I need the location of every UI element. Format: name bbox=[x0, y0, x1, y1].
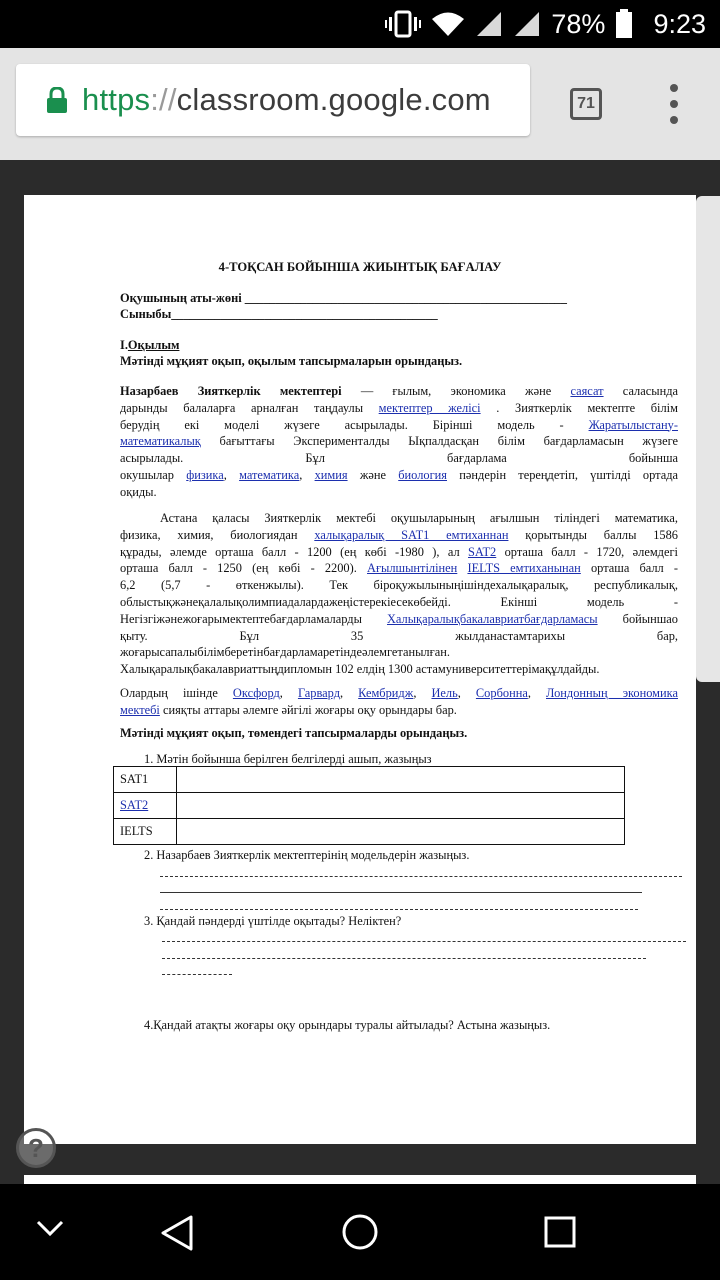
wifi-icon bbox=[431, 10, 465, 38]
help-button[interactable] bbox=[16, 1128, 56, 1168]
answer-cell[interactable] bbox=[177, 819, 625, 845]
student-name-field: Оқушының аты-жөні ____________________________________________________ bbox=[120, 291, 567, 305]
link-oxford[interactable]: Оксфорд bbox=[232, 686, 280, 700]
link-mektepter-zhelisi[interactable]: мектептер желісі bbox=[378, 400, 481, 415]
browser-toolbar bbox=[0, 48, 720, 160]
next-page-edge bbox=[24, 1175, 696, 1184]
link-fizika[interactable]: физика bbox=[186, 467, 224, 482]
p1-line: асырылады. Бұл бағдарлама бойынша bbox=[120, 451, 678, 466]
answer-cell[interactable] bbox=[177, 767, 625, 793]
clock: 9:23 bbox=[653, 8, 706, 39]
link-matematikalyk[interactable]: математикалық bbox=[120, 434, 201, 449]
tab-switcher-button[interactable]: 71 bbox=[570, 88, 602, 120]
p1-line: математикалық бағыттағы Эксперименталды Ықпалдасқан білім бағдарламасын жүзеге bbox=[120, 434, 678, 449]
overflow-menu-icon[interactable] bbox=[664, 84, 684, 124]
link-lse[interactable]: Лондонның экономика bbox=[546, 686, 678, 700]
row-label-sat2: SAT2 bbox=[114, 793, 177, 819]
answer-line[interactable] bbox=[160, 876, 682, 877]
help-icon: ? bbox=[28, 1132, 44, 1163]
table-row bbox=[114, 819, 625, 845]
link-ib-program[interactable]: Халықаралықбакалавриатбағдарламасы bbox=[386, 611, 598, 626]
nav-collapse-icon[interactable] bbox=[36, 1218, 64, 1238]
instruction-2: Мәтінді мұқият оқып, төмендегі тапсырмаларды орындаңыз. bbox=[120, 726, 468, 740]
battery-icon bbox=[615, 9, 633, 39]
status-icons bbox=[385, 0, 720, 48]
task-1: 1. Мәтін бойынша берілген белгілерді ашып, жазыңыз bbox=[144, 752, 432, 766]
row-label-ielts: IELTS bbox=[114, 819, 177, 845]
link-yale[interactable]: Иель bbox=[431, 686, 458, 700]
answer-cell[interactable] bbox=[177, 793, 625, 819]
url-host: classroom.google.com bbox=[176, 82, 491, 117]
signal-secondary-icon bbox=[513, 10, 541, 38]
link-harvard[interactable]: Гарвард bbox=[297, 686, 341, 700]
p2-line: Негізгіжәнежоғарымектептебағдарламаларды Халықаралықбакалавриатбағдарламасы бойыншао bbox=[120, 611, 678, 626]
task-3: 3. Қандай пәндерді үштілде оқытады? Неліктен? bbox=[144, 914, 402, 928]
link-cambridge[interactable]: Кембридж bbox=[358, 686, 414, 700]
section-number: I. bbox=[120, 338, 128, 352]
document-page bbox=[24, 195, 696, 1144]
task-2: 2. Назарбаев Зияткерлік мектептерінің модельдерін жазыңыз. bbox=[144, 848, 470, 862]
link-ielts[interactable]: IELTS емтиханынан bbox=[467, 561, 581, 576]
p2-line: физика, химия, биологиядан халықаралық SAT1 емтиханнан қорытынды баллы 1586 bbox=[120, 527, 678, 542]
url-text bbox=[82, 82, 491, 118]
url-separator: :// bbox=[150, 82, 177, 117]
link-sat1-exam[interactable]: халықаралық SAT1 емтиханнан bbox=[314, 527, 509, 542]
address-bar[interactable] bbox=[16, 64, 530, 136]
link-lse-mektebi[interactable]: мектебі bbox=[120, 702, 160, 717]
section-title: Оқылым bbox=[127, 338, 180, 352]
paragraph-1 bbox=[120, 383, 678, 501]
p1-line: дарынды балаларға арналған таңдаулы мектептер желісі . Зияткерлік мектепте білім bbox=[120, 400, 678, 415]
link-biologiya[interactable]: биология bbox=[398, 467, 448, 482]
p2-line: орташа балл - 1250 (ең көбі - 2200). Ағылшынтілінен IELTS емтиханынан орташа балл - bbox=[120, 561, 679, 576]
p2-line: Астана қаласы Зияткерлік мектебі оқушыларының ағылшын тіліндегі математика, bbox=[160, 511, 678, 525]
p2-line: жоғарысапалыбілімберетінбағдарламаретіндеәлемгетанылған. bbox=[120, 645, 450, 660]
signal-icon bbox=[475, 10, 503, 38]
answer-line[interactable] bbox=[160, 909, 638, 910]
link-sayasat[interactable]: саясат bbox=[570, 384, 604, 398]
status-bar bbox=[0, 0, 720, 48]
answer-line[interactable] bbox=[162, 974, 232, 975]
link-khimiya[interactable]: химия bbox=[314, 467, 348, 482]
link-sat2[interactable]: SAT2 bbox=[468, 544, 497, 559]
lock-icon bbox=[46, 87, 68, 113]
p2-line: құрады, әлемде орташа балл - 1200 (ең көбі -1980 ), ал SAT2 орташа балл - 1720, әлемдегі bbox=[120, 544, 678, 559]
answer-line[interactable] bbox=[162, 958, 646, 959]
side-panel-edge[interactable] bbox=[696, 196, 720, 682]
url-scheme: https bbox=[82, 82, 151, 117]
battery-percent: 78% bbox=[551, 8, 606, 39]
class-field: Сыныбы___________________________________________ bbox=[120, 307, 438, 321]
table-row bbox=[114, 793, 625, 819]
p2-line: қыту. Бұл 35 жылданастамтарихы бар, bbox=[120, 628, 678, 643]
link-english[interactable]: Ағылшынтілінен bbox=[367, 561, 458, 576]
answer-table bbox=[113, 766, 625, 845]
link-sorbonne[interactable]: Сорбонна bbox=[475, 686, 528, 700]
p2-line: облыстықжәнеқалалықолимпиадалардажеңістерекіесекөбейді. Екінші модель - bbox=[120, 594, 678, 609]
table-row bbox=[114, 767, 625, 793]
document-title: 4-ТОҚСАН БОЙЫНША ЖИЫНТЫҚ БАҒАЛАУ bbox=[218, 260, 502, 274]
row-label-sat1: SAT1 bbox=[114, 767, 177, 793]
vibrate-icon bbox=[385, 10, 421, 38]
task-4: 4.Қандай атақты жоғары оқу орындары туралы айтылады? Астына жазыңыз. bbox=[144, 1018, 551, 1032]
p1-line: окушылар физика, математика, химия және биология пәндерін тереңдетіп, үштілді ортада bbox=[120, 467, 678, 482]
p1-line: Назарбаев Зияткерлік мектептері — ғылым, экономика және саясат саласында bbox=[120, 384, 678, 398]
p1-line: берудің екі моделі жүзеге асырылады. Бірінші модель - Жаратылыстану- bbox=[120, 417, 678, 432]
instruction-1: Мәтінді мұқият оқып, оқылым тапсырмаларын орындаңыз. bbox=[120, 354, 463, 368]
answer-line[interactable] bbox=[160, 892, 642, 893]
link-matematika[interactable]: математика bbox=[239, 467, 300, 482]
p3-line: мектебі сияқты аттары әлемге әйгілі жоғары оқу орындары бар. bbox=[120, 702, 457, 717]
paragraph-3 bbox=[120, 685, 678, 719]
p2-line: 6,2 (5,7 - өткенжылы). Тек бірoқужылыныңішіндехалықаралық, республикалық, bbox=[120, 578, 678, 593]
p2-line: Халықаралықбакалавриаттыңдипломын 102 елдің 1300 астамуниверситеттерімақұлдайды. bbox=[120, 662, 600, 677]
p3-line: Олардың ішінде Оксфорд, Гарвард, Кембридж, Иель, Сорбонна, Лондонның экономика bbox=[120, 686, 678, 700]
paragraph-2 bbox=[120, 510, 678, 678]
p1-line: оқиды. bbox=[120, 484, 157, 499]
navigation-bar bbox=[0, 1184, 720, 1280]
back-icon[interactable] bbox=[160, 1214, 194, 1252]
answer-line[interactable] bbox=[162, 941, 686, 942]
home-icon[interactable] bbox=[342, 1214, 378, 1250]
section-heading bbox=[120, 337, 179, 354]
link-zharatylystanu[interactable]: Жаратылыстану- bbox=[588, 417, 678, 432]
recents-icon[interactable] bbox=[544, 1216, 576, 1248]
